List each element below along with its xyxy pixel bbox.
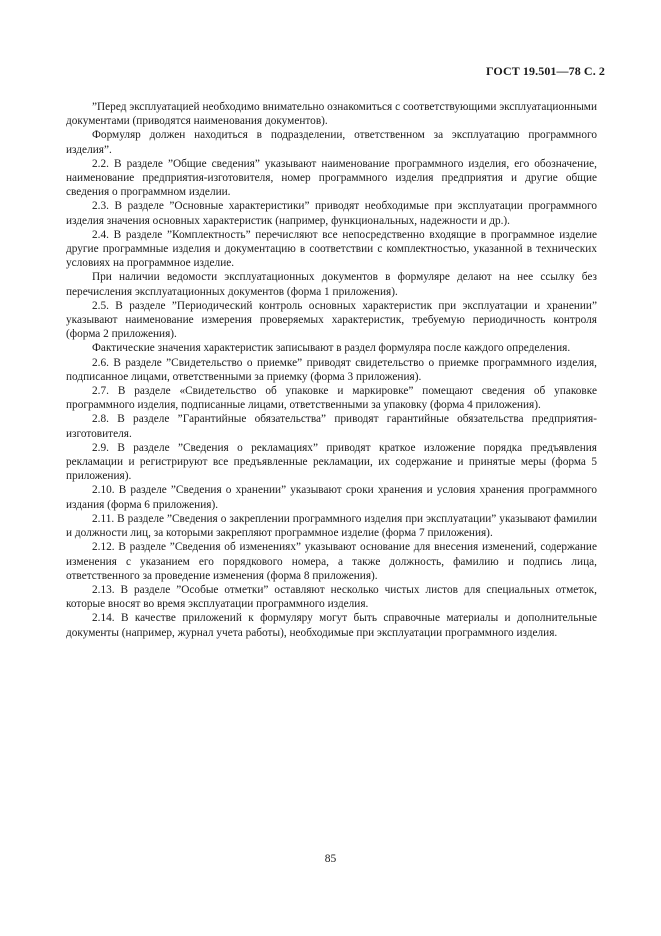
paragraph: 2.6. В разделе ”Свидетельство о приемке” приводят свидетельство о приемке программного изделия, подписанное лицами, ответственными за приемку (форма 3 приложения).: [66, 356, 597, 383]
paragraph: 2.4. В разделе ”Комплектность” перечисляют все непосредственно входящие в программное изделие другие программные изделия и документацию в соответствии с комплектностью, указанной в технических условиях на программное изделие.: [66, 228, 597, 270]
paragraph: 2.11. В разделе ”Сведения о закреплении программного изделия при эксплуатации” указывают фамилии и должности лиц, за которыми закрепляют программное изделие (форма 7 приложения).: [66, 512, 597, 540]
paragraph: ”Перед эксплуатацией необходимо внимательно ознакомиться с соответствующими эксплуатационными документами (приводятся наименования документов).: [66, 101, 597, 128]
paragraph: Фактические значения характеристик записывают в раздел формуляра после каждого определения.: [92, 342, 571, 355]
paragraph: 2.9. В разделе ”Сведения о рекламациях” приводят краткое изложение порядка предъявления рекламации и регистрируют все предъявленные рекламации, их содержание и принятые меры (форма 5 приложения).: [66, 441, 597, 483]
paragraph: 2.8. В разделе ”Гарантийные обязательства” приводят гарантийные обязательства предприятия-изготовителя.: [66, 413, 597, 440]
document-body: [66, 100, 597, 640]
paragraph: 2.5. В разделе ”Периодический контроль основных характеристик при эксплуатации и хранении” указывают наименование измерения проверяемых характеристик, требуемую периодичность контроля (форма 2 приложения).: [66, 299, 597, 341]
paragraph: 2.10. В разделе ”Сведения о хранении” указывают сроки хранения и условия хранения программного издания (форма 6 приложения).: [66, 484, 597, 511]
paragraph: Формуляр должен находиться в подразделении, ответственном за эксплуатацию программного изделия”.: [66, 129, 597, 156]
page-number: 85: [324, 853, 337, 865]
paragraph: 2.13. В разделе ”Особые отметки” оставляют несколько чистых листов для специальных отметок, которые вносят во время эксплуатации программного изделия.: [66, 583, 597, 611]
paragraph: 2.7. В разделе «Свидетельство об упаковке и маркировке” помещают сведения об упаковке программного изделия, подписанные лицами, ответственными за упаковку (форма 4 приложения).: [66, 385, 597, 412]
paragraph: 2.12. В разделе ”Сведения об изменениях” указывают основание для внесения изменений, содержание изменения с указанием его порядкового номера, а также должность, фамилию и подпись лица, ответственного за проведение изменения (форма 8 приложения).: [66, 541, 597, 582]
paragraph: 2.14. В качестве приложений к формуляру могут быть справочные материалы и дополнительные документы (например, журнал учета работы), необходимые при эксплуатации программного изделия.: [66, 612, 597, 639]
paragraph: 2.2. В разделе ”Общие сведения” указывают наименование программного изделия, его обозначение, наименование предприятия-изготовителя, номер программного изделия предприятия и другие общие сведения о программном изделии.: [66, 157, 597, 199]
paragraph: 2.3. В разделе ”Основные характеристики” приводят необходимые при эксплуатации программного изделия значения основных характеристик (например, функциональных, надежности и др.).: [66, 200, 597, 227]
page-header-title: ГОСТ 19.501—78 С. 2: [485, 64, 605, 78]
paragraph: При наличии ведомости эксплуатационных документов в формуляре делают на нее ссылку без перечисления эксплуатационных документов (форма 1 приложения).: [66, 271, 597, 298]
